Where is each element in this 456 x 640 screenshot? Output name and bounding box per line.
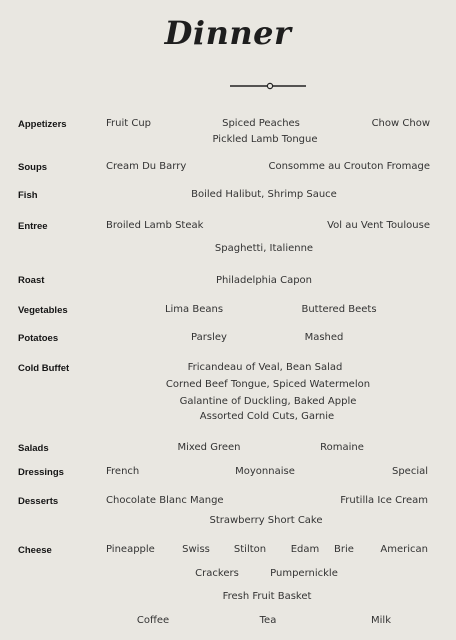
menu-item: French xyxy=(106,466,140,477)
beverage-item-milk: Milk xyxy=(371,615,391,626)
section-label-cheese: Cheese xyxy=(18,545,52,556)
menu-item: Crackers xyxy=(195,568,239,579)
section-label-soups: Soups xyxy=(18,162,48,173)
menu-item: Consomme au Crouton Fromage xyxy=(268,161,430,172)
menu-item: Pineapple xyxy=(106,544,155,555)
section-label-cold-buffet: Cold Buffet xyxy=(18,363,70,374)
menu-item: Chocolate Blanc Mange xyxy=(106,495,224,506)
menu-item: Romaine xyxy=(320,442,364,453)
section-label-vegetables: Vegetables xyxy=(18,305,68,316)
menu-item: Fresh Fruit Basket xyxy=(222,591,312,602)
beverage-item-coffee: Coffee xyxy=(136,615,170,626)
menu-item: Chow Chow xyxy=(371,118,430,129)
menu-item: Spaghetti, Italienne xyxy=(214,243,314,254)
menu-item: Vol au Vent Toulouse xyxy=(327,220,430,231)
menu-item: Fricandeau of Veal, Bean Salad xyxy=(187,362,343,373)
menu-item: Stilton xyxy=(233,544,267,555)
section-label-salads: Salads xyxy=(18,443,49,454)
menu-item: Frutilla Ice Cream xyxy=(340,495,428,506)
menu-item: Edam xyxy=(290,544,320,555)
menu-item: Mashed xyxy=(304,332,344,343)
menu-item: Pickled Lamb Tongue xyxy=(212,134,318,145)
menu-item: Spiced Peaches xyxy=(222,118,300,129)
menu-item: Galantine of Duckling, Baked Apple xyxy=(179,396,357,407)
section-label-desserts: Desserts xyxy=(18,496,59,507)
section-label-potatoes: Potatoes xyxy=(18,333,59,344)
menu-item: Moyonnaise xyxy=(235,466,295,477)
menu-item: Broiled Lamb Steak xyxy=(106,220,204,231)
menu-item: Boiled Halibut, Shrimp Sauce xyxy=(191,189,337,200)
section-label-entree: Entree xyxy=(18,221,48,232)
menu-item: Philadelphia Capon xyxy=(215,275,313,286)
menu-item: Mixed Green xyxy=(177,442,241,453)
menu-item: Brie xyxy=(334,544,354,555)
menu-item: Pumpernickle xyxy=(270,568,338,579)
beverage-item-tea: Tea xyxy=(259,615,277,626)
section-label-appetizers: Appetizers xyxy=(18,119,67,130)
menu-item: Buttered Beets xyxy=(301,304,377,315)
menu-item: Parsley xyxy=(191,332,227,343)
menu-item: Cream Du Barry xyxy=(106,161,187,172)
section-label-fish: Fish xyxy=(18,190,38,201)
menu-item: American xyxy=(380,544,428,555)
menu-item: Corned Beef Tongue, Spiced Watermelon xyxy=(165,379,371,390)
menu-item: Swiss xyxy=(182,544,210,555)
menu-item: Fruit Cup xyxy=(106,118,152,129)
title-divider-ornament xyxy=(230,80,306,92)
menu-item: Special xyxy=(391,466,428,477)
menu-item: Lima Beans xyxy=(164,304,224,315)
menu-item: Assorted Cold Cuts, Garnie xyxy=(199,411,335,422)
menu-title: Dinner xyxy=(164,14,292,52)
menu-item: Strawberry Short Cake xyxy=(209,515,323,526)
section-label-dressings: Dressings xyxy=(18,467,64,478)
section-label-roast: Roast xyxy=(18,275,45,286)
